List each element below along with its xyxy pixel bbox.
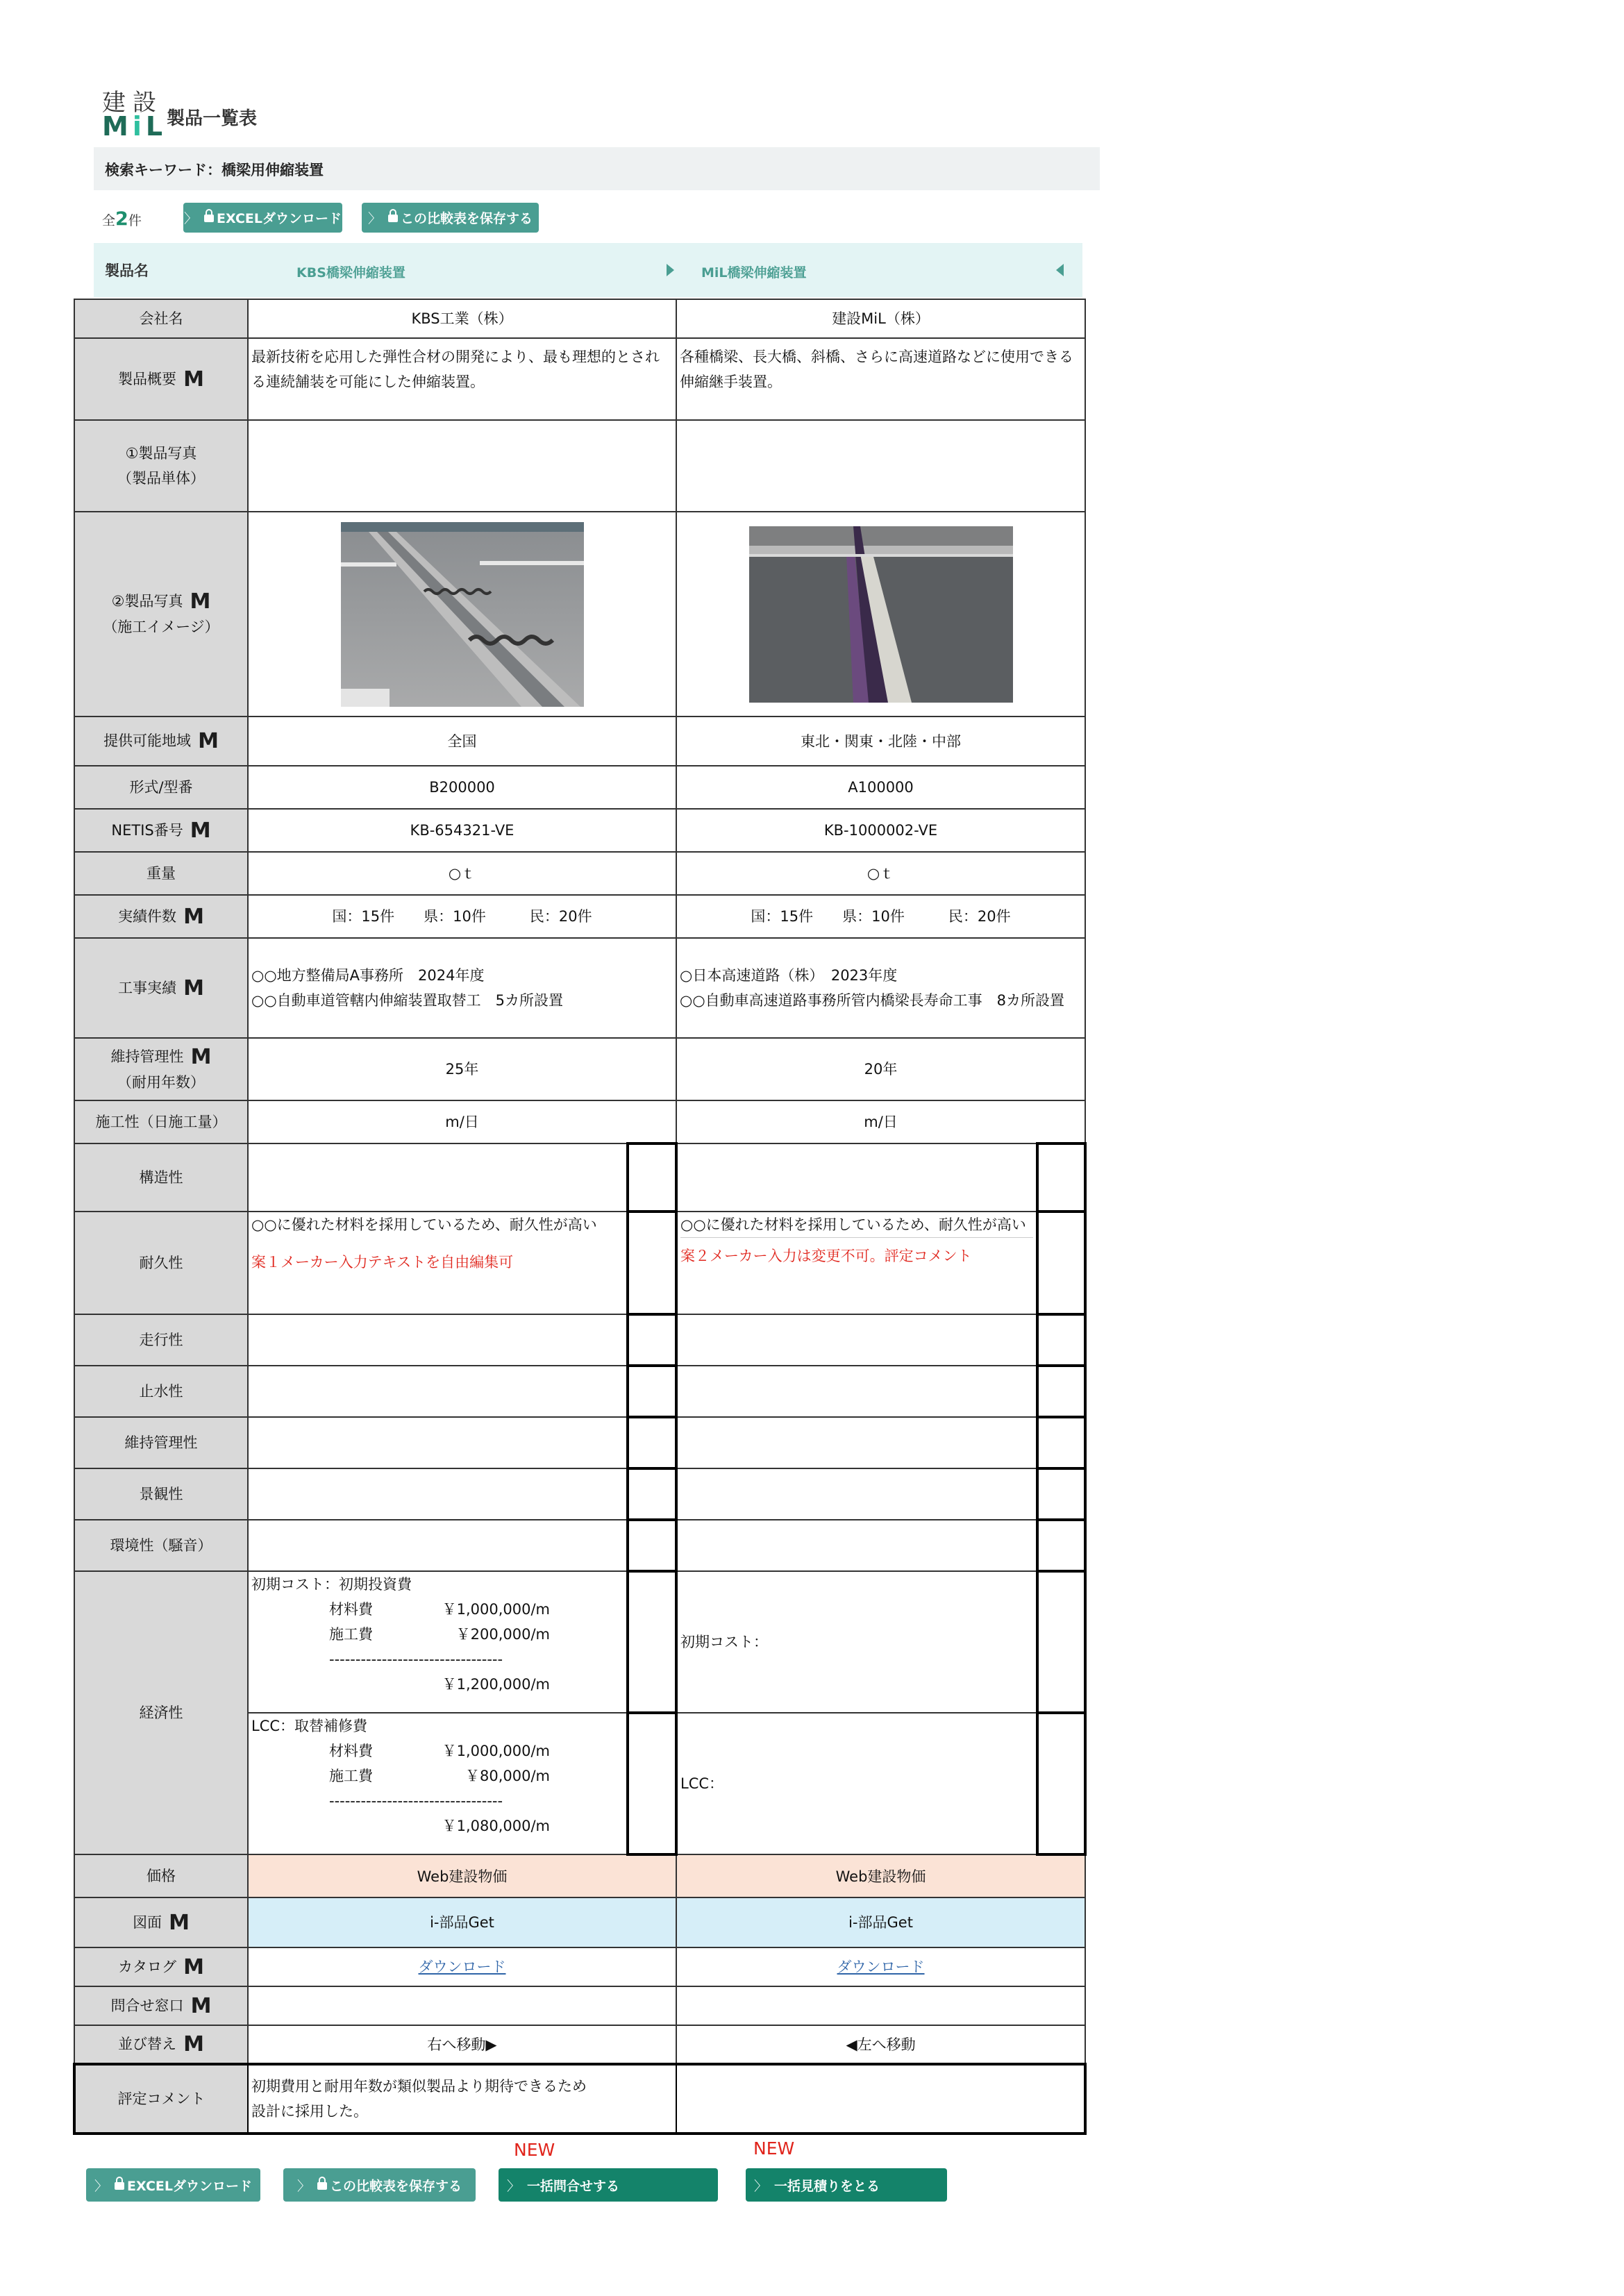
overview-a: 最新技術を応用した弾性合材の開発により、最も理想的とされる連続舗装を可能にした伸縮装置。 [248,338,676,420]
save-comparison-button-top[interactable] [362,203,539,233]
photo1-label-1: ①製品写真 [125,445,197,462]
waterproof-b-extra [1037,1366,1085,1417]
evaluation-a [248,2064,676,2134]
economy-work-value: ￥200,000/m [455,1626,550,1643]
comparison-table [73,299,1087,2135]
economy-lcc-divider: --------------------------------- [329,1793,503,1809]
row-label-weight: 重量 [74,852,248,895]
durability-b [676,1212,1037,1314]
table-row [74,1854,1085,1897]
structure-a-extra [628,1143,676,1212]
m-mark-icon: M [183,975,204,1000]
economy-initial-b-extra [1037,1571,1085,1713]
economy-lcc-work-value: ￥80,000/m [464,1768,550,1784]
page-title: 製品一覧表 [167,108,258,129]
economy-work-label: 施工費 [329,1626,373,1643]
chevron-right-icon: 〉 [754,2178,768,2194]
table-row [74,1468,1085,1520]
m-mark-icon: M [198,729,219,753]
count-suffix: 件 [128,213,142,228]
row-label-photo1 [74,420,248,512]
landscape-b-extra [1037,1468,1085,1520]
economy-lcc-work-label: 施工費 [329,1768,373,1784]
count-value: 2 [115,208,128,230]
row-label-landscape: 景観性 [74,1468,248,1520]
logo-letter-l: L [145,111,167,142]
durability-b-extra [1037,1212,1085,1314]
drawing-a[interactable]: i-部品Get [248,1897,676,1947]
weight-b: ○ｔ [676,852,1085,895]
product-name-a[interactable]: KBS橋梁伸縮装置 [296,265,405,280]
records-a: 国：15件 県：10件 民：20件 [248,895,676,938]
table-row [74,1143,1085,1212]
m-mark-icon: M [169,1910,190,1935]
logo-letter-i: i [132,111,146,142]
lock-icon [388,215,398,222]
row-label-economy: 経済性 [74,1571,248,1854]
weight-a: ○ｔ [248,852,676,895]
waterproof-a [248,1366,628,1417]
row-label-model: 形式/型番 [74,766,248,809]
maintainability-b-extra [1037,1417,1085,1468]
running-a-extra [628,1314,676,1366]
economy-initial-title: 初期コスト：初期投資費 [251,1576,412,1593]
excel-download-label: EXCELダウンロード [127,2178,252,2194]
chevron-right-icon: 〉 [296,2178,310,2194]
row-label-overview [74,338,248,420]
save-comparison-label: この比較表を保存する [330,2178,462,2194]
landscape-a-extra [628,1468,676,1520]
environment-a [248,1520,628,1571]
excel-download-label: EXCELダウンロード [217,211,342,226]
table-row [74,1947,1085,1986]
row-label-netis [74,809,248,852]
economy-material-value: ￥1,000,000/m [442,1601,550,1618]
m-mark-icon: M [183,1954,204,1979]
table-row [74,2064,1085,2134]
photo2-a [248,512,676,717]
works-a-line-1: ○○地方整備局A事務所 2024年度 [251,967,485,984]
row-label-waterproof: 止水性 [74,1366,248,1417]
m-mark-icon: M [190,589,211,614]
economy-lcc-material-value: ￥1,000,000/m [442,1743,550,1759]
running-b-extra [1037,1314,1085,1366]
region-a: 全国 [248,717,676,766]
works-label: 工事実績 [118,979,177,996]
table-row [74,938,1085,1038]
table-row [74,1520,1085,1571]
chevron-right-icon: 〉 [94,2178,108,2194]
running-b [676,1314,1037,1366]
lock-icon [317,2182,327,2190]
bulk-estimate-button[interactable] [746,2168,947,2202]
product-name-label: 製品名 [105,262,149,279]
row-label-contact [74,1986,248,2025]
netis-a: KB-654321-VE [248,809,676,852]
overview-label: 製品概要 [118,370,177,387]
maintenance-life-label-2: （耐用年数） [117,1073,205,1091]
workability-b: m/日 [676,1100,1085,1143]
drawing-b[interactable]: i-部品Get [676,1897,1085,1947]
economy-lcc-title: LCC：取替補修費 [251,1718,368,1734]
m-mark-icon: M [183,2032,204,2056]
lock-icon [115,2182,124,2190]
model-a: B200000 [248,766,676,809]
structure-a [248,1143,628,1212]
table-row [74,1986,1085,2025]
photo2-label-1: ②製品写真 [111,593,183,610]
row-label-workability: 施工性（日施工量） [74,1100,248,1143]
count-prefix: 全 [102,213,116,228]
workability-a: m/日 [248,1100,676,1143]
excel-download-button-top[interactable] [183,203,342,233]
maintenance-life-label-1: 維持管理性 [110,1048,184,1065]
row-label-company: 会社名 [74,299,248,338]
company-a: KBS工業（株） [248,299,676,338]
logo [102,111,167,142]
table-row [74,1314,1085,1366]
environment-b-extra [1037,1520,1085,1571]
economy-initial-a-extra [628,1571,676,1713]
maintainability-a-extra [628,1417,676,1468]
row-label-region [74,717,248,766]
m-mark-icon: M [183,904,204,929]
catalog-b [676,1947,1085,1986]
row-label-records [74,895,248,938]
search-keyword-text: 検索キーワード：橋梁用伸縮装置 [105,162,324,178]
table-row [74,1366,1085,1417]
table-row [74,338,1085,420]
row-label-catalog [74,1947,248,1986]
economy-material-label: 材料費 [329,1601,373,1618]
durability-a [248,1212,628,1314]
contact-label: 問合せ窓口 [110,1997,184,2014]
region-label: 提供可能地域 [103,732,192,749]
row-label-sort [74,2025,248,2064]
table-row [74,1571,1085,1713]
catalog-download-link-a[interactable]: ダウンロード [418,1959,506,1975]
photo2-label-2: （施工イメージ） [103,619,219,635]
table-row [74,1100,1085,1143]
waterproof-b [676,1366,1037,1417]
waterproof-a-extra [628,1366,676,1417]
economy-total: ￥1,200,000/m [442,1676,550,1693]
logo-top-text: 建設 [102,89,163,117]
durability-a-text: ○○に優れた材料を採用しているため、耐久性が高い [251,1216,597,1233]
evaluation-a-line-2: 設計に採用した。 [251,2103,368,2120]
photo1-label-2: （製品単体） [117,470,205,487]
maintenance-life-a: 25年 [248,1038,676,1100]
photo2-b [676,512,1085,717]
logo-letter-m: M [102,111,133,142]
evaluation-a-line-1: 初期費用と耐用年数が類似製品より期待できるため [251,2078,587,2095]
table-row [74,809,1085,852]
move-left-button[interactable]: ◀左へ移動 [676,2025,1085,2064]
netis-b: KB-1000002-VE [676,809,1085,852]
price-a[interactable]: Web建設物価 [248,1854,676,1897]
maintenance-life-b: 20年 [676,1038,1085,1100]
move-right-button[interactable]: 右へ移動▶ [248,2025,676,2064]
economy-lcc-material-label: 材料費 [329,1743,373,1759]
row-label-price: 価格 [74,1854,248,1897]
row-label-works [74,938,248,1038]
durability-a-extra [628,1212,676,1314]
works-a-line-2: ○○自動車道管轄内伸縮装置取替工 5カ所設置 [251,992,564,1009]
move-left-arrow-icon[interactable] [1056,264,1064,276]
row-label-drawing [74,1897,248,1947]
table-row [74,420,1085,512]
sort-label: 並び替え [118,2036,177,2052]
row-label-evaluation: 評定コメント [74,2064,248,2134]
row-label-running: 走行性 [74,1314,248,1366]
excel-download-button-bottom[interactable] [86,2168,260,2202]
works-a [248,938,676,1038]
photo1-b [676,420,1085,512]
running-a [248,1314,628,1366]
economy-divider: --------------------------------- [329,1651,503,1668]
table-row [74,1038,1085,1100]
contact-a [248,1986,676,2025]
bulk-inquiry-label: 一括問合せする [527,2178,620,2194]
row-label-maintenance-life [74,1038,248,1100]
landscape-a [248,1468,628,1520]
save-comparison-button-bottom[interactable] [283,2168,476,2202]
lock-icon [204,215,214,222]
economy-lcc-a-extra [628,1713,676,1854]
photo1-a [248,420,676,512]
records-label: 実績件数 [118,907,177,925]
table-row [74,299,1085,338]
works-b-line-1: ○日本高速道路（株） 2023年度 [680,967,898,984]
works-b [676,938,1085,1038]
table-row [74,717,1085,766]
durability-b-note: 案２メーカー入力は変更不可。評定コメント [680,1248,972,1264]
economy-lcc-b: LCC： [676,1713,1037,1854]
table-row [74,2025,1085,2064]
contact-b [676,1986,1085,2025]
structure-b-extra [1037,1143,1085,1212]
evaluation-b [676,2064,1085,2134]
m-mark-icon: M [183,367,204,392]
table-row [74,895,1085,938]
durability-a-note: 案１メーカー入力テキストを自由編集可 [251,1254,514,1271]
row-label-structure: 構造性 [74,1143,248,1212]
m-mark-icon: M [190,818,211,843]
bulk-estimate-label: 一括見積りをとる [774,2178,880,2194]
maintainability-b [676,1417,1037,1468]
economy-lcc-b-extra [1037,1713,1085,1854]
product-name-header [94,243,1082,297]
maintainability-a [248,1417,628,1468]
product-name-b[interactable]: MiL橋梁伸縮装置 [701,265,807,280]
row-label-photo2 [74,512,248,717]
records-b: 国：15件 県：10件 民：20件 [676,895,1085,938]
table-row [74,1897,1085,1947]
region-b: 東北・関東・北陸・中部 [676,717,1085,766]
landscape-b [676,1468,1037,1520]
durability-b-text: ○○に優れた材料を採用しているため、耐久性が高い [680,1212,1033,1238]
row-label-maintainability: 維持管理性 [74,1417,248,1468]
netis-label: NETIS番号 [111,821,183,839]
price-b[interactable]: Web建設物価 [676,1854,1085,1897]
new-badge-inquiry: NEW [514,2140,555,2160]
environment-a-extra [628,1520,676,1571]
economy-lcc-total: ￥1,080,000/m [442,1818,550,1834]
save-comparison-label: この比較表を保存する [401,211,533,226]
overview-b: 各種橋梁、長大橋、斜橋、さらに高速道路などに使用できる伸縮継手装置。 [676,338,1085,420]
economy-lcc-a [248,1713,628,1854]
search-keyword-bar [94,147,1100,190]
economy-initial-a [248,1571,628,1713]
works-b-line-2: ○○自動車高速道路事務所管内橋梁長寿命工事 8カ所設置 [680,992,1065,1009]
model-b: A100000 [676,766,1085,809]
chevron-right-icon: 〉 [367,211,381,226]
bulk-inquiry-button[interactable] [499,2168,718,2202]
table-row [74,766,1085,809]
row-label-durability: 耐久性 [74,1212,248,1314]
bridge-joint-photo-a [341,522,584,707]
move-right-arrow-icon[interactable] [667,264,674,276]
row-label-environment: 環境性（騒音） [74,1520,248,1571]
m-mark-icon: M [190,1993,212,2018]
chevron-right-icon: 〉 [507,2178,521,2194]
m-mark-icon: M [190,1044,212,1069]
table-row [74,1212,1085,1314]
structure-b [676,1143,1037,1212]
company-b: 建設MiL（株） [676,299,1085,338]
table-row [74,852,1085,895]
drawing-label: 図面 [133,1913,162,1931]
new-badge-estimate: NEW [753,2138,795,2159]
economy-initial-b: 初期コスト： [676,1571,1037,1713]
chevron-right-icon: 〉 [184,211,198,226]
catalog-label: カタログ [118,1958,177,1975]
result-count [102,208,142,230]
table-row [74,1417,1085,1468]
bridge-joint-photo-b [749,526,1013,703]
catalog-a [248,1947,676,1986]
table-row [74,512,1085,717]
catalog-download-link-b[interactable]: ダウンロード [837,1959,925,1975]
environment-b [676,1520,1037,1571]
